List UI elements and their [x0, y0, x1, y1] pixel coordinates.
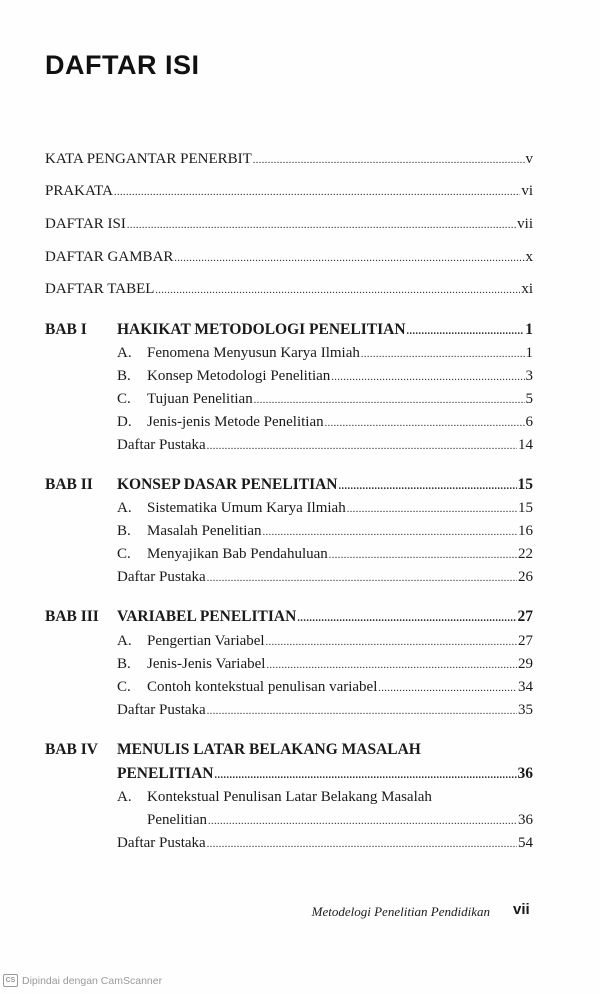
page-title: DAFTAR ISI: [45, 50, 200, 80]
section-letter: C.: [117, 679, 131, 695]
section-label: Penelitian: [147, 812, 207, 828]
camscanner-watermark: [3, 974, 162, 987]
dot-leader: [361, 346, 525, 364]
section-label: Jenis-jenis Metode Penelitian: [147, 414, 324, 430]
section-label: Jenis-Jenis Variabel: [147, 656, 266, 672]
dot-leader: [331, 369, 524, 387]
watermark-text: Dipindai dengan CamScanner: [22, 974, 163, 987]
section-page: 5: [525, 391, 533, 407]
dot-leader: [263, 524, 517, 542]
chapter-label-bab-4: BAB IV: [45, 741, 98, 758]
chapter-title: KONSEP DASAR PENELITIAN: [117, 476, 338, 493]
toc-entry-label: DAFTAR TABEL: [45, 281, 155, 297]
toc-chapter-bab-3[interactable]: [117, 608, 533, 628]
section-letter: A.: [117, 789, 132, 805]
toc-references[interactable]: [117, 701, 533, 721]
section-page: 15: [518, 500, 533, 516]
dot-leader: [339, 478, 517, 496]
references-page: 54: [518, 835, 533, 851]
dot-leader: [214, 767, 516, 785]
section-label: Tujuan Penelitian: [147, 391, 253, 407]
chapter-title: VARIABEL PENELITIAN: [117, 608, 297, 625]
section-label: Kontekstual Penulisan Latar Belakang Masalah: [147, 789, 432, 805]
dot-leader: [266, 634, 517, 652]
section-label: Sistematika Umum Karya Ilmiah: [147, 500, 346, 516]
dot-leader: [155, 282, 520, 300]
toc-entry-page: vii: [517, 216, 533, 232]
footer-page-number: vii: [513, 901, 530, 918]
section-label: Menyajikan Bab Pendahuluan: [147, 546, 328, 562]
references-page: 26: [518, 569, 533, 585]
toc-section[interactable]: [117, 413, 533, 433]
toc-chapter-bab-1[interactable]: [117, 321, 533, 341]
chapter-page: 36: [517, 765, 533, 782]
dot-leader: [174, 250, 524, 268]
dot-leader: [266, 657, 517, 675]
section-letter: C.: [117, 546, 131, 562]
section-page: 36: [518, 812, 533, 828]
toc-chapter-bab-4[interactable]: [117, 765, 533, 785]
toc-chapter-bab-2[interactable]: [117, 476, 533, 496]
toc-section[interactable]: [117, 522, 533, 542]
toc-section-line-1[interactable]: [117, 788, 432, 806]
chapter-page: 27: [517, 608, 533, 625]
toc-entry-page: xi: [521, 281, 533, 297]
section-page: 29: [518, 656, 533, 672]
toc-entry-page: x: [525, 249, 533, 265]
toc-entry-kata-pengantar[interactable]: [45, 150, 533, 170]
references-label: Daftar Pustaka: [117, 702, 206, 718]
section-page: 6: [525, 414, 533, 430]
toc-section[interactable]: [117, 632, 533, 652]
references-label: Daftar Pustaka: [117, 569, 206, 585]
toc-entry-label: KATA PENGANTAR PENERBIT: [45, 151, 252, 167]
toc-entry-page: vi: [521, 183, 533, 199]
toc-entry-daftar-isi[interactable]: [45, 215, 533, 235]
dot-leader: [329, 547, 517, 565]
section-page: 27: [518, 633, 533, 649]
chapter-label-bab-2: BAB II: [45, 476, 93, 493]
section-letter: A.: [117, 500, 132, 516]
chapter-label-bab-3: BAB III: [45, 608, 99, 625]
section-letter: C.: [117, 391, 131, 407]
toc-section[interactable]: [117, 678, 533, 698]
toc-section[interactable]: [117, 655, 533, 675]
section-page: 1: [525, 345, 533, 361]
dot-leader: [207, 438, 517, 456]
chapter-title: HAKIKAT METODOLOGI PENELITIAN: [117, 321, 406, 338]
toc-entry-label: DAFTAR ISI: [45, 216, 126, 232]
toc-references[interactable]: [117, 568, 533, 588]
toc-entry-label: DAFTAR GAMBAR: [45, 249, 174, 265]
footer-book-title: Metodelogi Penelitian Pendidikan: [311, 904, 490, 919]
section-page: 22: [518, 546, 533, 562]
section-label: Masalah Penelitian: [147, 523, 262, 539]
toc-entry-prakata[interactable]: [45, 182, 533, 202]
references-page: 35: [518, 702, 533, 718]
references-label: Daftar Pustaka: [117, 835, 206, 851]
dot-leader: [207, 570, 517, 588]
dot-leader: [114, 184, 520, 202]
toc-section[interactable]: [117, 390, 533, 410]
section-label: Fenomena Menyusun Karya Ilmiah: [147, 345, 360, 361]
dot-leader: [207, 703, 517, 721]
section-letter: B.: [117, 523, 131, 539]
section-letter: A.: [117, 345, 132, 361]
toc-section[interactable]: [117, 344, 533, 364]
references-page: 14: [518, 437, 533, 453]
section-letter: B.: [117, 656, 131, 672]
toc-section[interactable]: [117, 545, 533, 565]
references-label: Daftar Pustaka: [117, 437, 206, 453]
section-page: 3: [525, 368, 533, 384]
chapter-page: 1: [525, 321, 533, 338]
toc-entry-daftar-tabel[interactable]: [45, 280, 533, 300]
dot-leader: [407, 323, 525, 341]
toc-section[interactable]: [117, 367, 533, 387]
dot-leader: [253, 152, 525, 170]
section-page: 16: [518, 523, 533, 539]
chapter-page: 15: [517, 476, 533, 493]
toc-entry-page: v: [525, 151, 533, 167]
section-label: Contoh kontekstual penulisan variabel: [147, 679, 378, 695]
dot-leader: [378, 680, 517, 698]
toc-entry-label: PRAKATA: [45, 183, 113, 199]
dot-leader: [297, 610, 516, 628]
chapter-title: PENELITIAN: [117, 765, 214, 782]
dot-leader: [347, 501, 517, 519]
section-letter: D.: [117, 414, 132, 430]
dot-leader: [254, 392, 525, 410]
dot-leader: [325, 415, 525, 433]
toc-references[interactable]: [117, 834, 533, 854]
camscanner-logo-icon: CS: [3, 974, 18, 987]
dot-leader: [207, 836, 517, 854]
toc-references[interactable]: [117, 436, 533, 456]
toc-section[interactable]: [117, 499, 533, 519]
chapter-label-bab-1: BAB I: [45, 321, 87, 338]
section-page: 34: [518, 679, 533, 695]
toc-entry-daftar-gambar[interactable]: [45, 248, 533, 268]
chapter-title-line-1[interactable]: MENULIS LATAR BELAKANG MASALAH: [117, 741, 421, 758]
section-label: Konsep Metodologi Penelitian: [147, 368, 331, 384]
toc-section[interactable]: [147, 811, 533, 831]
section-label: Pengertian Variabel: [147, 633, 265, 649]
dot-leader: [127, 217, 516, 235]
dot-leader: [208, 813, 517, 831]
section-letter: B.: [117, 368, 131, 384]
section-letter: A.: [117, 633, 132, 649]
